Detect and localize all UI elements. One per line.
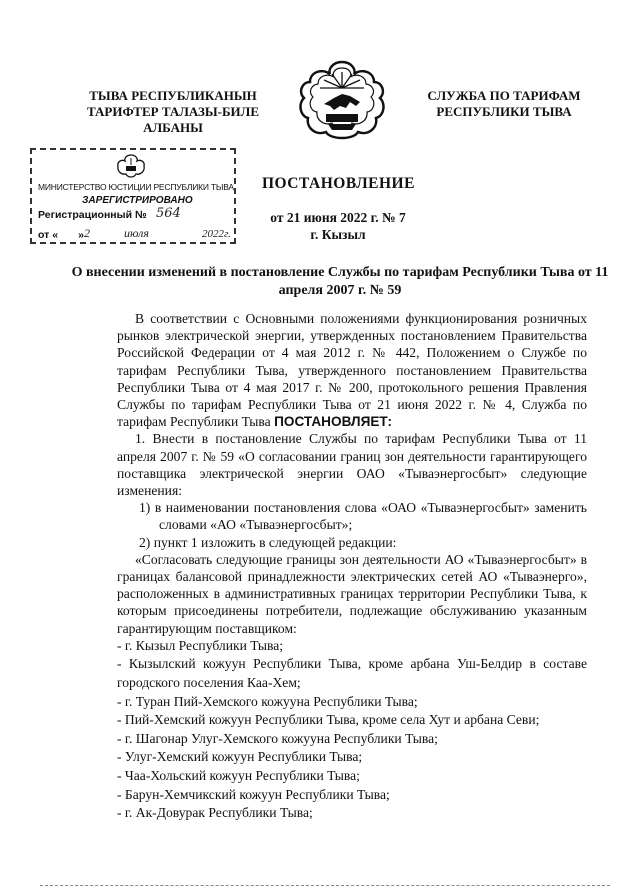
list-item: - Улуг-Хемский кожуун Республики Тыва; [117,749,363,765]
header-left-line: ТАРИФТЕР ТАЛАЗЫ-БИЛЕ [86,104,260,119]
doc-type: ПОСТАНОВЛЕНИЕ [262,175,415,192]
list-item: - г. Кызыл Республики Тыва; [117,637,284,653]
stamp-date-day: 2 [84,226,90,240]
intro-paragraph [117,310,587,430]
subitem-1: 1) в наименовании постановления слова «ОАО «Тываэнергосбыт» заменить словами «АО «Тываэнергосбыт»; [139,500,587,533]
header-left-line: ТЫВА РЕСПУБЛИКАНЫН [89,88,257,103]
doc-title: О внесении изменений в постановление Службы по тарифам Республики Тыва от 11 апреля 2007 г. № 59 [71,265,609,298]
stamp-date-close: » [78,229,84,241]
list-item: - Барун-Хемчикский кожуун Республики Тыва; [117,786,390,802]
quote-paragraph: «Согласовать следующие границы зон деятельности АО «Тываэнергосбыт» в границах балансовой принадлежности электрических сетей АО «Тываэнерго», расположенных в административных границах территории Республики Тыва, к которым присоединены потребители, подлежащие обслуживанию указанным гарантирующим поставщиком: [117,551,587,636]
tuva-emblem-icon [296,58,388,140]
stamp-date-open: от « [38,229,59,241]
list-item: - Пий-Хемский кожуун Республики Тыва, кроме села Хут и арбана Севи; [117,712,540,728]
ministry-emblem-icon [116,154,146,178]
list-item: - г. Туран Пий-Хемского кожууна Республики Тыва; [117,693,418,709]
stamp-reg-number: 564 [156,206,181,221]
list-item: - г. Шагонар Улуг-Хемского кожууна Республики Тыва; [117,730,438,746]
stamp-date-year: 2022г. [202,228,231,240]
territory-list [117,637,587,823]
header-right-line: СЛУЖБА ПО ТАРИФАМ [427,88,581,103]
document-body [117,310,587,823]
doc-date-line: от 21 июня 2022 г. № 7 [270,210,406,225]
stamp-registered: ЗАРЕГИСТРИРОВАНО [82,195,193,206]
list-item: - г. Ак-Довурак Республики Тыва; [117,805,313,821]
header-left-block [78,88,268,136]
intro-text: В соответствии с Основными положениями функционирования розничных рынков электрической энергии, утвержденных постановлением Правительства Российской Федерации от 4 мая 2012 г. № 442, Положением о Службе по тарифам Республики Тыва, утвержденного постановлением Правительства Республики Тыва от 4 мая 2017 г. № 200, протокольного решения Правления Службы по тарифам Республики Тыва от 21 июня 2022 г. № 4, Служба по тарифам Республики Тыва [117,311,587,430]
item-1: 1. Внести в постановление Службы по тарифам Республики Тыва от 11 апреля 2007 г. № 59 «О согласовании границ зон деятельности гарантирующего поставщика электрической энергии ОАО «Тываэнергосбыт» следующие изменения: [117,431,587,499]
page-bottom-divider [40,885,610,886]
stamp-date-prefix [38,229,84,241]
registration-stamp [30,148,236,244]
stamp-date-month: июля [124,226,149,240]
list-item: - Чаа-Хольский кожуун Республики Тыва; [117,768,360,784]
list-item: - Кызылский кожуун Республики Тыва, кроме арбана Уш-Белдир в составе городского поселения Каа-Хем; [117,656,587,691]
stamp-ministry: МИНИСТЕРСТВО ЮСТИЦИИ РЕСПУБЛИКИ ТЫВА [38,182,234,192]
doc-city: г. Кызыл [310,227,366,242]
stamp-reg-label: Регистрационный № [38,209,147,221]
subitem-2: 2) пункт 1 изложить в следующей редакции: [139,534,397,550]
header-right-line: РЕСПУБЛИКИ ТЫВА [436,104,572,119]
header-right-block [404,88,604,120]
decree-word: ПОСТАНОВЛЯЕТ: [274,414,393,430]
header-left-line: АЛБАНЫ [143,120,203,135]
